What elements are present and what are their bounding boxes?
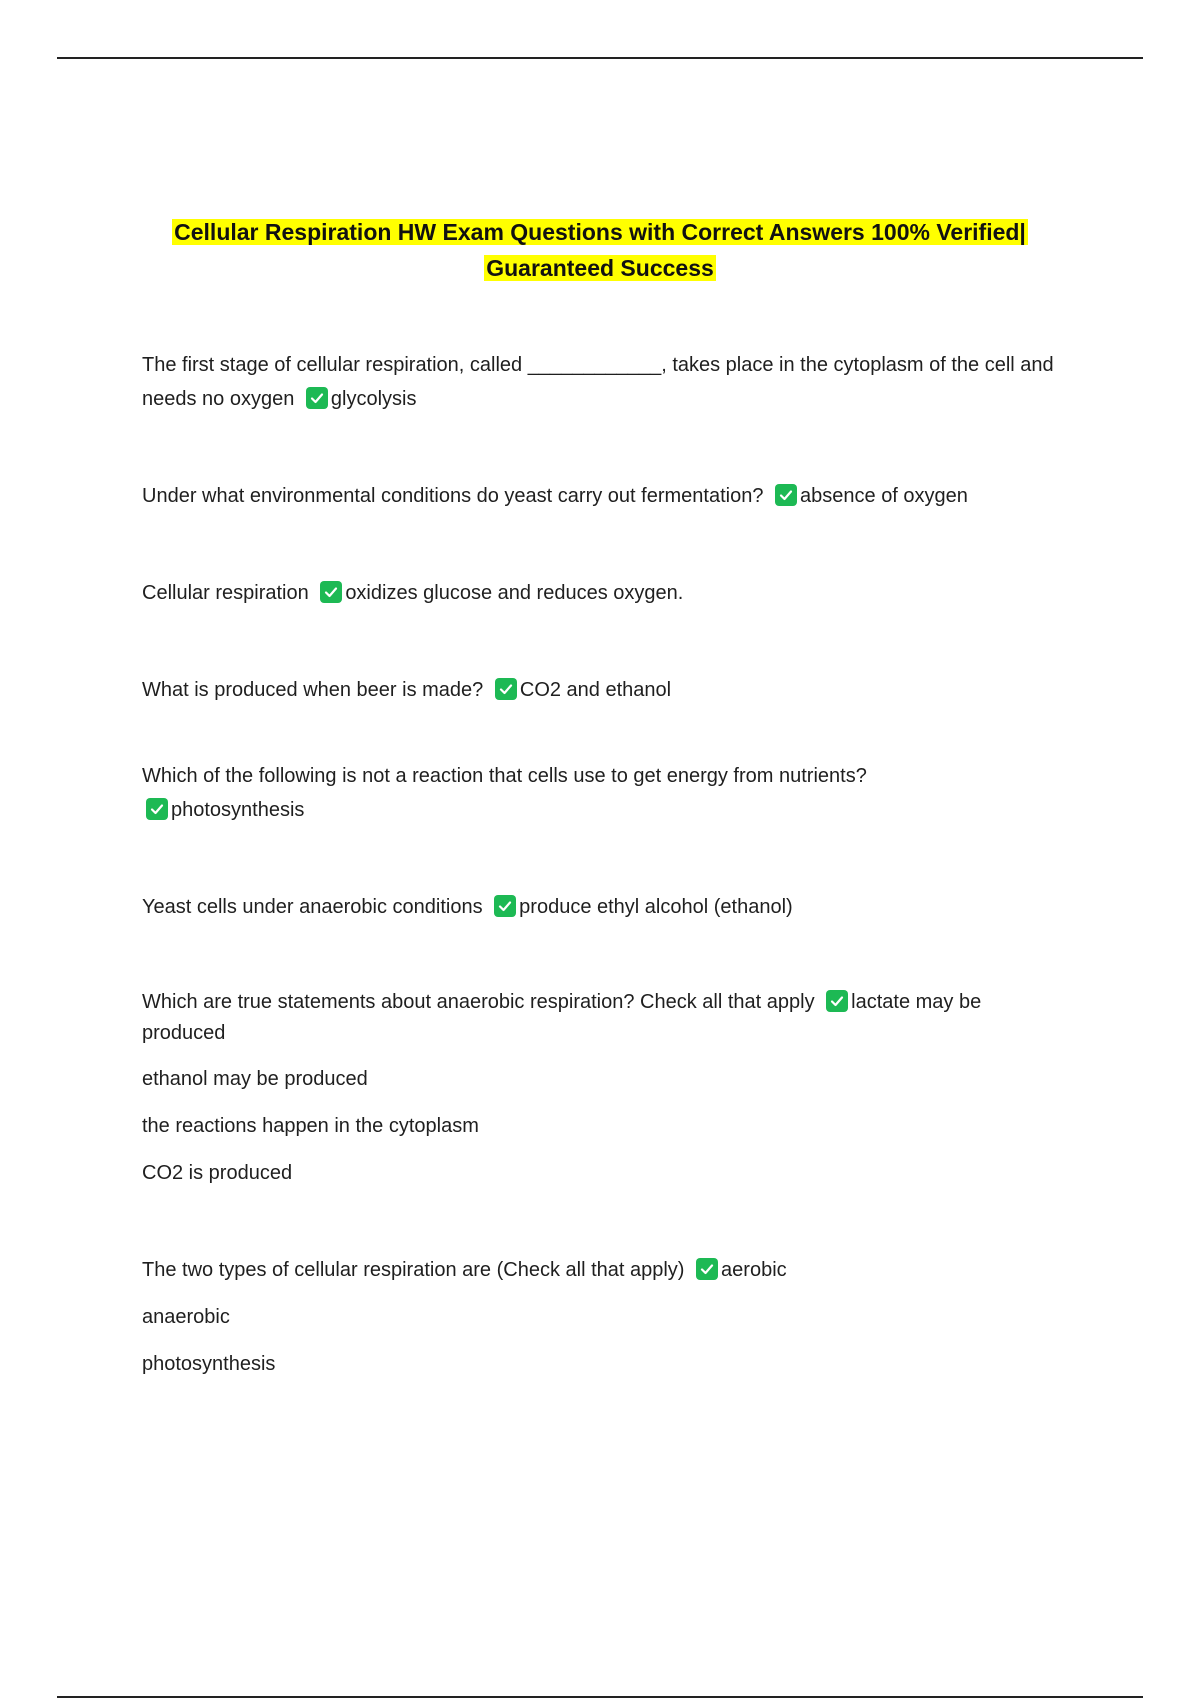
answer-text: CO2 and ethanol: [519, 679, 672, 701]
question-text: The first stage of cellular respiration, called ____________, takes place in the cytoplasm of the cell and needs no oxygen: [142, 354, 1054, 410]
question-text: Under what environmental conditions do yeast carry out fermentation?: [142, 485, 764, 507]
answer-text: glycolysis: [330, 388, 417, 410]
qa-item: [142, 479, 1062, 513]
answer-text: oxidizes glucose and reduces oxygen.: [345, 582, 684, 604]
answer-option: the reactions happen in the cytoplasm: [142, 1115, 479, 1137]
qa-item: [142, 673, 1062, 707]
check-mark-icon: [306, 387, 328, 409]
answer-text: produce ethyl alcohol (ethanol): [519, 896, 793, 918]
check-mark-icon: [775, 484, 797, 506]
check-mark-icon: [696, 1258, 718, 1280]
answer-text: lactate may be produced: [142, 991, 982, 1044]
bottom-rule: [57, 1696, 1143, 1698]
qa-item: [142, 348, 1062, 416]
qa-item: [142, 1253, 1062, 1381]
top-rule: [57, 57, 1143, 59]
question-text: What is produced when beer is made?: [142, 679, 484, 701]
qa-item: [142, 759, 1062, 827]
answer-option: ethanol may be produced: [142, 1068, 368, 1090]
check-mark-icon: [494, 895, 516, 917]
answer-option: CO2 is produced: [142, 1162, 293, 1184]
answer-text: absence of oxygen: [800, 485, 968, 507]
question-text: The two types of cellular respiration are (Check all that apply): [142, 1259, 685, 1281]
question-text: Yeast cells under anaerobic conditions: [142, 896, 483, 918]
answer-text: aerobic: [721, 1259, 787, 1281]
check-mark-icon: [146, 798, 168, 820]
qa-item: [142, 576, 1062, 610]
question-text: Cellular respiration: [142, 582, 309, 604]
question-text: Which are true statements about anaerobic respiration? Check all that apply: [142, 991, 815, 1013]
question-text: Which of the following is not a reaction that cells use to get energy from nutrients?: [142, 765, 867, 787]
check-mark-icon: [495, 678, 517, 700]
answer-option: anaerobic: [142, 1306, 230, 1328]
check-mark-icon: [826, 990, 848, 1012]
qa-item: [142, 890, 1062, 924]
answer-text: photosynthesis: [171, 799, 305, 821]
qa-item: [142, 987, 1062, 1190]
check-mark-icon: [320, 581, 342, 603]
answer-option: photosynthesis: [142, 1353, 276, 1375]
qa-list: [142, 348, 1062, 1381]
title-highlight: Cellular Respiration HW Exam Questions with Correct Answers 100% Verified| Guaranteed Success: [174, 219, 1026, 281]
document-title: [140, 214, 1060, 286]
